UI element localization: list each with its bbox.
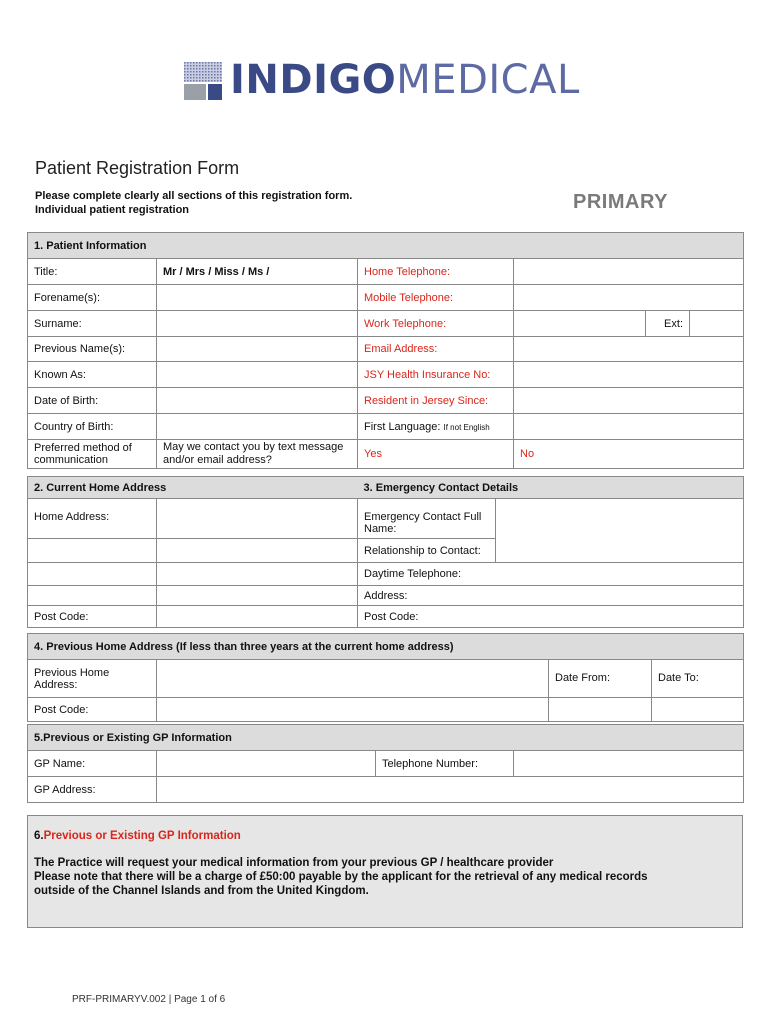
home-address-field-4[interactable] bbox=[157, 586, 358, 606]
home-address-line-2[interactable] bbox=[28, 539, 157, 563]
known-as-field[interactable] bbox=[157, 362, 358, 388]
form-type-label: PRIMARY bbox=[573, 191, 668, 213]
form-title: Patient Registration Form bbox=[35, 158, 240, 178]
title-label: Title: bbox=[28, 259, 157, 285]
relationship-label: Relationship to Contact: bbox=[358, 539, 496, 563]
emergency-post-code-label: Post Code: bbox=[358, 606, 744, 628]
ext-field[interactable] bbox=[690, 311, 744, 337]
logo-text-medical: MEDICAL bbox=[396, 57, 580, 103]
gp-name-label: GP Name: bbox=[28, 751, 157, 777]
section-6-title: Previous or Existing GP Information bbox=[43, 830, 241, 842]
date-from-label: Date From: bbox=[549, 660, 652, 698]
home-telephone-label: Home Telephone: bbox=[358, 259, 514, 285]
previous-address-field[interactable] bbox=[157, 660, 549, 698]
contact-question: May we contact you by text message and/or email address? bbox=[157, 440, 358, 469]
gp-address-label: GP Address: bbox=[28, 777, 157, 803]
first-language-note: If not English bbox=[443, 422, 490, 432]
form-instruction: Please complete clearly all sections of this registration form. bbox=[35, 190, 353, 202]
work-telephone-label: Work Telephone: bbox=[358, 311, 514, 337]
first-language-label bbox=[358, 414, 514, 440]
logo-mark-icon bbox=[184, 62, 222, 100]
work-telephone-field[interactable] bbox=[514, 311, 646, 337]
surname-field[interactable] bbox=[157, 311, 358, 337]
emergency-contact-label: Emergency Contact Full Name: bbox=[358, 499, 496, 539]
notice-line-1: The Practice will request your medical information from your previous GP / healthcare provider bbox=[34, 857, 554, 869]
home-address-field[interactable] bbox=[157, 499, 358, 539]
post-code-label: Post Code: bbox=[28, 606, 157, 628]
resident-since-field[interactable] bbox=[514, 388, 744, 414]
section-6-number: 6. bbox=[34, 830, 44, 842]
section-6-heading bbox=[34, 830, 736, 842]
emergency-address-label: Address: bbox=[358, 586, 744, 606]
home-address-line-3[interactable] bbox=[28, 563, 157, 586]
date-to-label: Date To: bbox=[652, 660, 744, 698]
email-address-field[interactable] bbox=[514, 337, 744, 362]
gp-telephone-field[interactable] bbox=[514, 751, 744, 777]
home-address-label: Home Address: bbox=[28, 499, 157, 539]
mobile-telephone-label: Mobile Telephone: bbox=[358, 285, 514, 311]
home-address-field-3[interactable] bbox=[157, 563, 358, 586]
section-4-heading: 4. Previous Home Address (If less than three years at the current home address) bbox=[28, 634, 744, 660]
jsy-insurance-field[interactable] bbox=[514, 362, 744, 388]
home-telephone-field[interactable] bbox=[514, 259, 744, 285]
resident-since-label: Resident in Jersey Since: bbox=[358, 388, 514, 414]
form-subtitle: Individual patient registration bbox=[35, 204, 190, 216]
forename-field[interactable] bbox=[157, 285, 358, 311]
previous-address-label: Previous Home Address: bbox=[28, 660, 157, 698]
previous-names-field[interactable] bbox=[157, 337, 358, 362]
address-emergency-table bbox=[27, 476, 744, 628]
previous-post-code-label: Post Code: bbox=[28, 698, 157, 722]
date-of-birth-label: Date of Birth: bbox=[28, 388, 157, 414]
gp-information-table bbox=[27, 724, 744, 803]
forename-label: Forename(s): bbox=[28, 285, 157, 311]
date-from-field[interactable] bbox=[549, 698, 652, 722]
contact-yes-option[interactable]: Yes bbox=[358, 440, 514, 469]
first-language-field[interactable] bbox=[514, 414, 744, 440]
previous-post-code-field[interactable] bbox=[157, 698, 549, 722]
notice-line-3: outside of the Channel Islands and from the United Kingdom. bbox=[34, 885, 369, 897]
page-footer: PRF-PRIMARYV.002 | Page 1 of 6 bbox=[72, 994, 226, 1005]
section-5-heading: 5.Previous or Existing GP Information bbox=[28, 725, 744, 751]
ext-label: Ext: bbox=[646, 311, 690, 337]
post-code-field[interactable] bbox=[157, 606, 358, 628]
emergency-contact-field[interactable] bbox=[496, 499, 744, 563]
gp-address-field[interactable] bbox=[157, 777, 744, 803]
daytime-telephone-label: Daytime Telephone: bbox=[358, 563, 744, 586]
title-field[interactable]: Mr / Mrs / Miss / Ms / bbox=[157, 259, 358, 285]
patient-information-table bbox=[27, 232, 744, 469]
known-as-label: Known As: bbox=[28, 362, 157, 388]
mobile-telephone-field[interactable] bbox=[514, 285, 744, 311]
gp-telephone-label: Telephone Number: bbox=[376, 751, 514, 777]
home-address-line-4[interactable] bbox=[28, 586, 157, 606]
jsy-insurance-label: JSY Health Insurance No: bbox=[358, 362, 514, 388]
previous-address-table bbox=[27, 633, 744, 722]
surname-label: Surname: bbox=[28, 311, 157, 337]
section-3-heading: 3. Emergency Contact Details bbox=[358, 477, 744, 499]
home-address-field-2[interactable] bbox=[157, 539, 358, 563]
email-address-label: Email Address: bbox=[358, 337, 514, 362]
country-of-birth-field[interactable] bbox=[157, 414, 358, 440]
date-of-birth-field[interactable] bbox=[157, 388, 358, 414]
first-language-label-text: First Language: bbox=[364, 420, 441, 433]
section-2-heading: 2. Current Home Address bbox=[28, 477, 358, 499]
logo-text bbox=[230, 56, 580, 104]
logo-text-indigo: INDIGO bbox=[230, 57, 397, 103]
notice-line-2: Please note that there will be a charge of £50:00 payable by the applicant for the retrieval of any medical records bbox=[34, 871, 648, 883]
section-1-heading: 1. Patient Information bbox=[28, 233, 744, 259]
date-to-field[interactable] bbox=[652, 698, 744, 722]
gp-name-field[interactable] bbox=[157, 751, 376, 777]
contact-method-label: Preferred method of communication bbox=[28, 440, 157, 469]
section-6-notice bbox=[27, 815, 743, 928]
contact-no-option[interactable]: No bbox=[514, 440, 744, 469]
previous-names-label: Previous Name(s): bbox=[28, 337, 157, 362]
country-of-birth-label: Country of Birth: bbox=[28, 414, 157, 440]
